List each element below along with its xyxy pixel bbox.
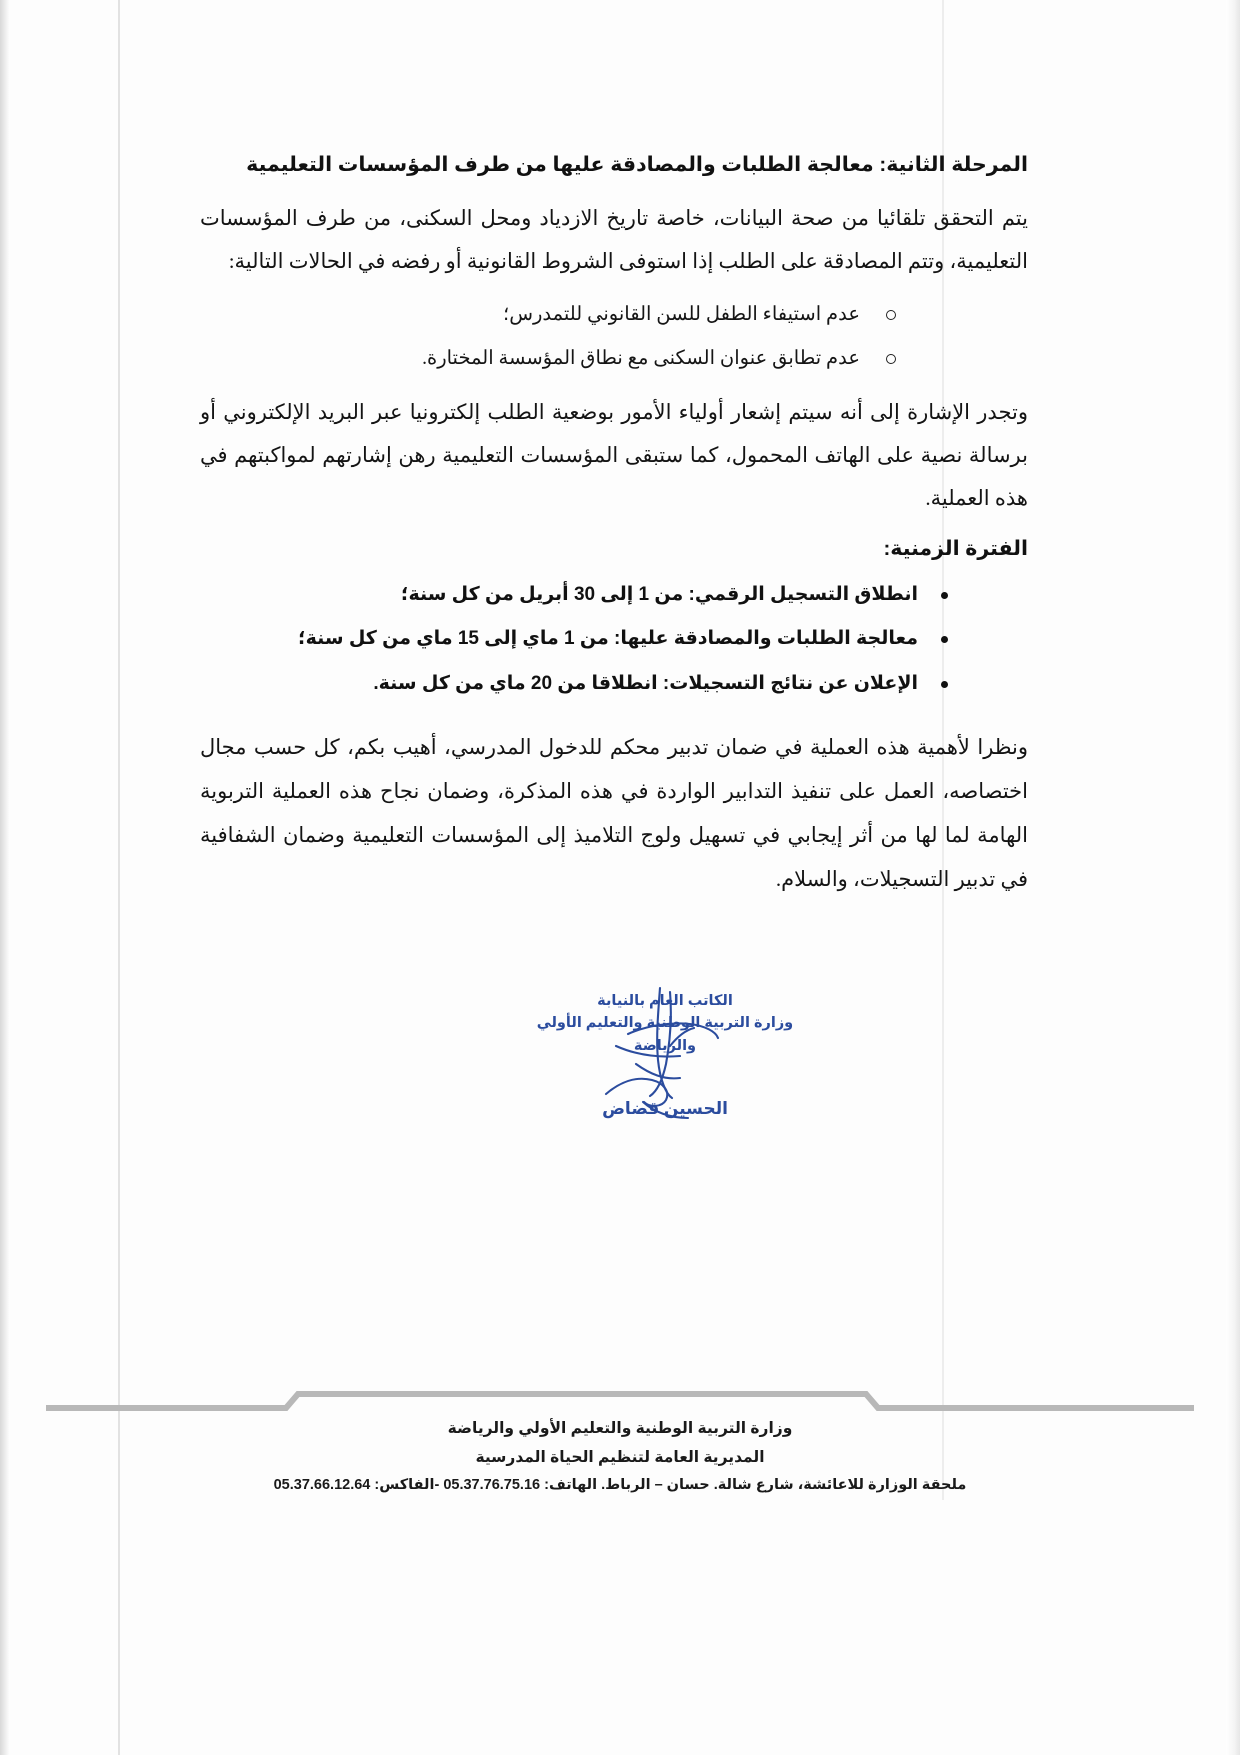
paragraph-notification: وتجدر الإشارة إلى أنه سيتم إشعار أولياء الأمور بوضعية الطلب إلكترونيا عبر البريد الإلكتروني أو برسالة نصية على الهاتف المحمول، كما ستبقى المؤسسات التعليمية رهن إشارتهم لمواكبتهم في هذه العملية. <box>200 399 1028 510</box>
stamp-title-line-1: الكاتب العام بالنيابة <box>597 993 733 1009</box>
paragraph-verification: يتم التحقق تلقائيا من صحة البيانات، خاصة تاريخ الازدياد ومحل السكنى، من طرف المؤسسات التعليمية، وتتم المصادقة على الطلب إذا استوفى الشروط القانونية أو رفضه في الحالات التالية: <box>200 205 1028 273</box>
signatory-name: الحسين قضاض <box>602 1099 728 1119</box>
list-item: الإعلان عن نتائج التسجيلات: انطلاقا من 20 ماي من كل سنة. <box>200 662 958 707</box>
timeline-label: الفترة الزمنية: <box>883 536 1028 560</box>
footer-ministry-name: وزارة التربية الوطنية والتعليم الأولي والرياضة <box>447 1420 793 1437</box>
list-item: معالجة الطلبات والمصادقة عليها: من 1 ماي إلى 15 ماي من كل سنة؛ <box>200 617 958 662</box>
footer-divider <box>46 1388 1194 1414</box>
stamp-title-line-2: وزارة التربية الوطنية والتعليم الأولي <box>536 1015 794 1032</box>
footer-address-contact: ملحقة الوزارة للاعائشة، شارع شالة. حسان – الرباط. الهاتف: 05.37.76.75.16 -الفاكس: 05.37.66.12.64 <box>273 1477 967 1494</box>
signature-block <box>520 990 810 1140</box>
list-item: انطلاق التسجيل الرقمي: من 1 إلى 30 أبريل من كل سنة؛ <box>200 573 958 618</box>
page-footer <box>0 1415 1240 1499</box>
stamp-title <box>520 990 810 1057</box>
document-body <box>200 150 1028 901</box>
section-heading-stage-two: المرحلة الثانية: معالجة الطلبات والمصادقة عليها من طرف المؤسسات التعليمية <box>246 153 1028 176</box>
timeline-list <box>200 573 1028 707</box>
footer-directorate: المديرية العامة لتنظيم الحياة المدرسية <box>475 1448 765 1466</box>
list-item: عدم تطابق عنوان السكنى مع نطاق المؤسسة المختارة. <box>200 337 904 381</box>
paragraph-closing: ونظرا لأهمية هذه العملية في ضمان تدبير محكم للدخول المدرسي، أهيب بكم، كل حسب مجال اختصاصه، العمل على تنفيذ التدابير الواردة في هذه المذكرة، وضمان نجاح هذه العملية التربوية الهامة لما لها من أثر إيجابي في تسهيل ولوج التلاميذ إلى المؤسسات التعليمية وضمان الشفافية في تدبير التسجيلات، والسلام. <box>200 734 1028 891</box>
list-item: عدم استيفاء الطفل للسن القانوني للتمدرس؛ <box>200 293 904 337</box>
rejection-conditions-list <box>200 293 1028 381</box>
stamp-title-line-3: والرياضة <box>633 1037 697 1054</box>
